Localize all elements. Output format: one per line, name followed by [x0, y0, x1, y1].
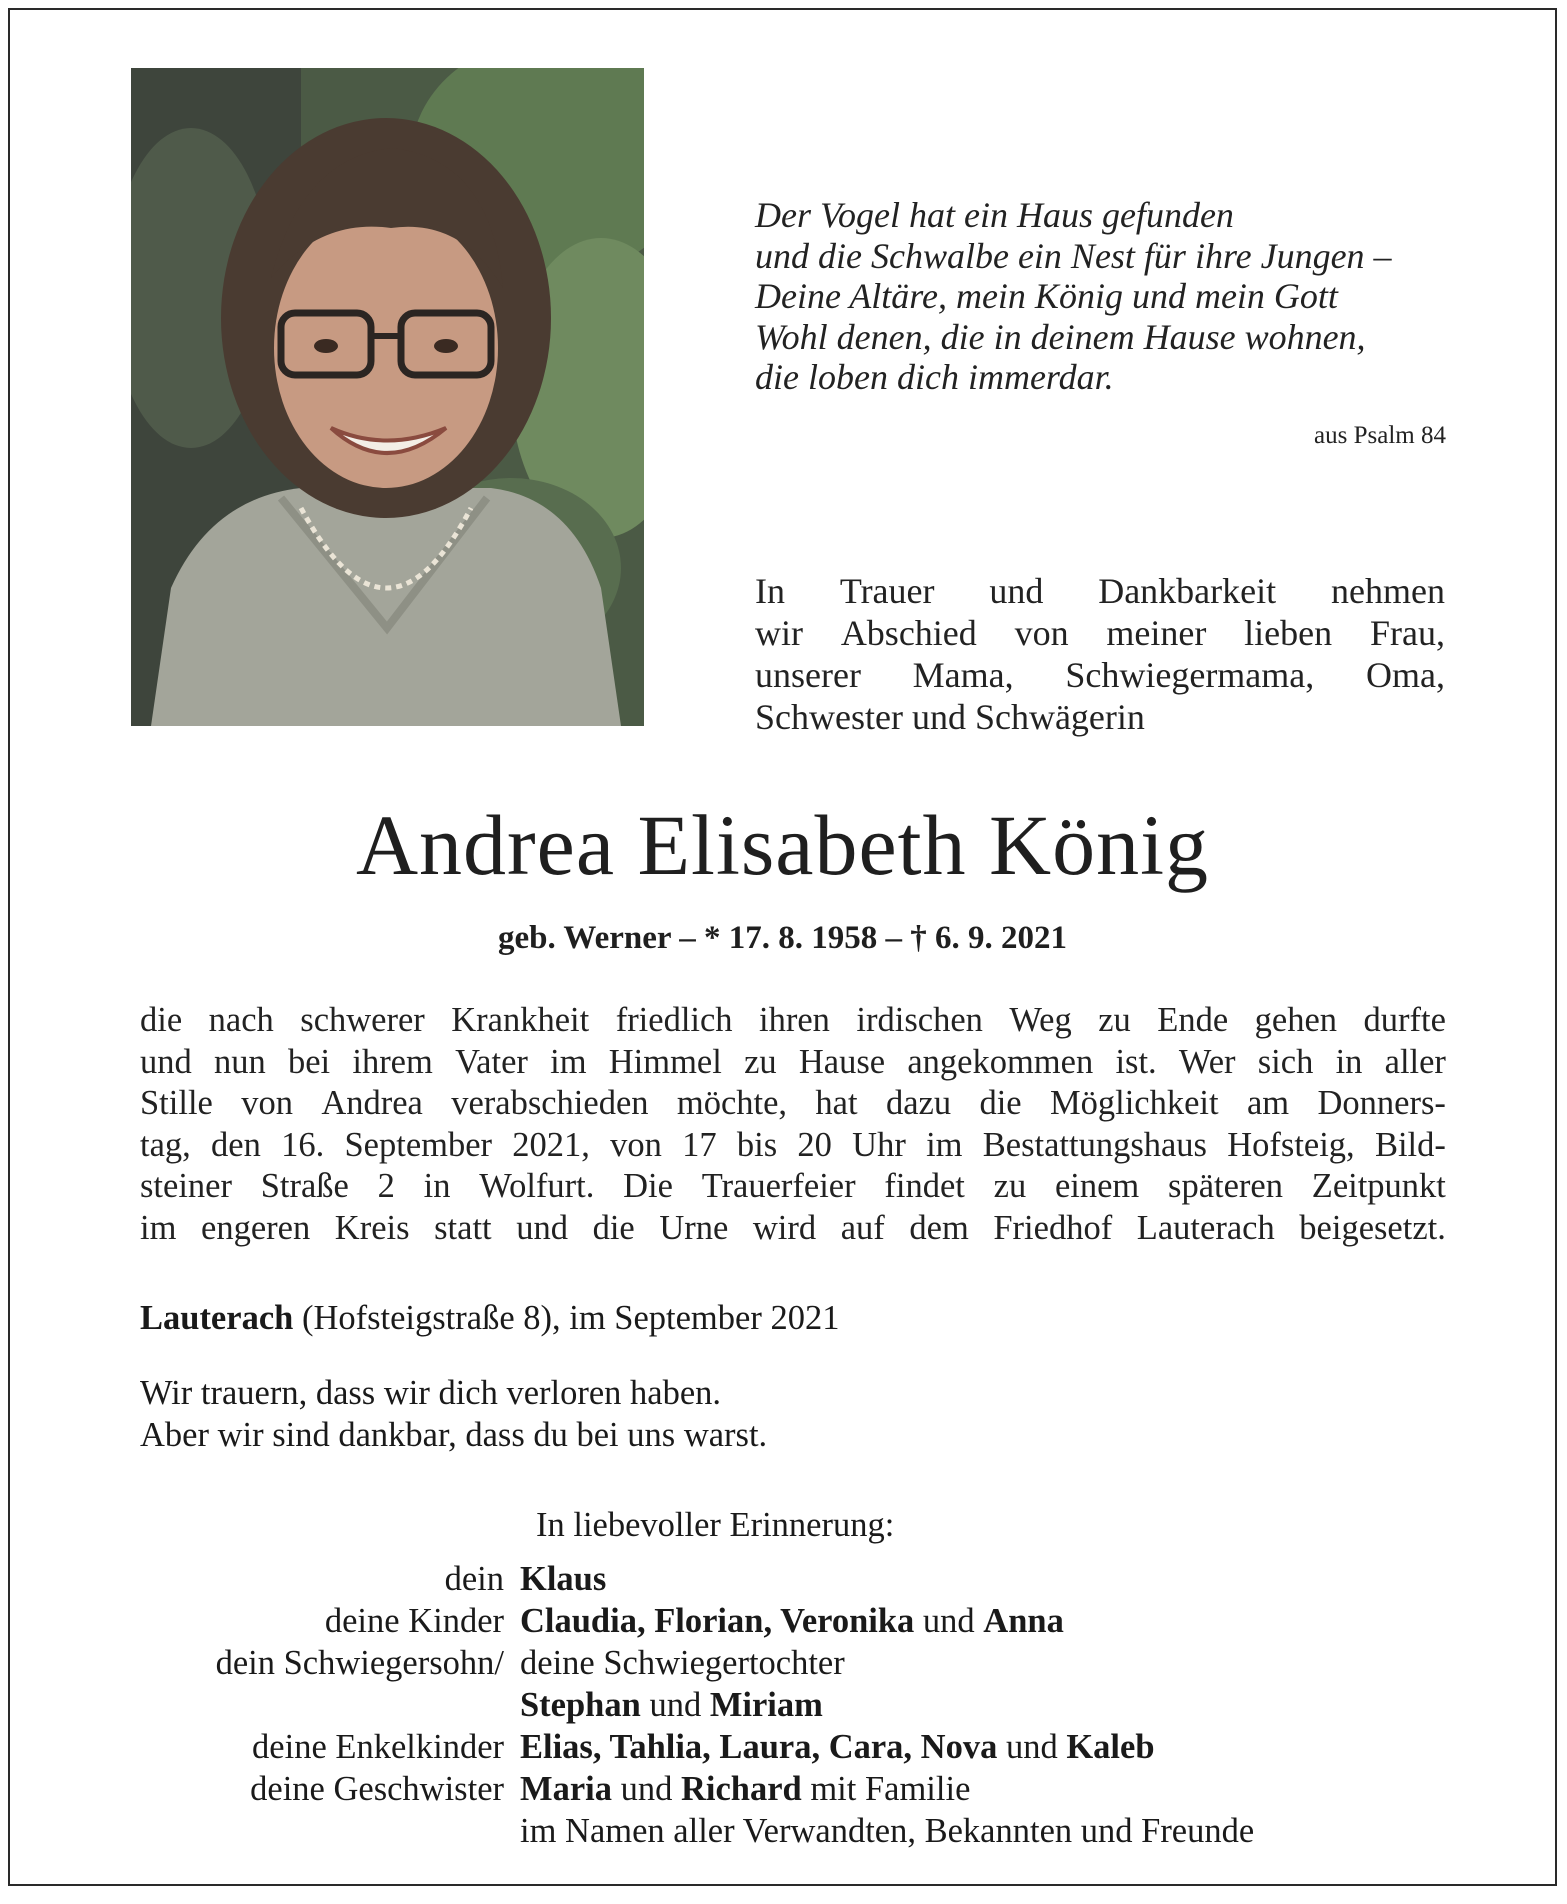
word: findet — [884, 1167, 965, 1205]
word: möchte, — [676, 1084, 788, 1122]
mourner-row — [120, 1768, 1460, 1810]
word: unserer — [755, 655, 861, 695]
place-town: Lauterach — [140, 1299, 294, 1337]
body-line — [140, 1125, 1446, 1167]
mourner-name: Anna — [983, 1602, 1064, 1640]
word: hat — [815, 1084, 858, 1122]
place-rest: (Hofsteigstraße 8), im September 2021 — [293, 1299, 840, 1337]
word: beigesetzt. — [1299, 1208, 1446, 1247]
obituary-notice — [8, 8, 1557, 1886]
word: Wer — [1178, 1042, 1236, 1081]
word: bis — [736, 1125, 778, 1164]
psalm-line: und die Schwalbe ein Nest für ihre Jungen – — [755, 235, 1392, 276]
word: nach — [208, 1001, 274, 1039]
mourner-connector: und — [997, 1728, 1067, 1766]
body-line — [140, 1000, 1446, 1042]
portrait-illustration — [131, 68, 644, 726]
word: Schwiegermama, — [1065, 655, 1315, 695]
word: wird — [752, 1208, 817, 1247]
word: Himmel — [608, 1042, 722, 1081]
word: Zeitpunkt — [1311, 1167, 1446, 1205]
intro-line — [755, 570, 1445, 612]
word: In — [755, 571, 785, 611]
mourner-relation: deine Kinder — [324, 1602, 504, 1640]
word: Bestattungshaus — [982, 1125, 1207, 1164]
farewell-line: Wir trauern, dass wir dich verloren haben. — [140, 1374, 722, 1412]
word: zu — [744, 1042, 777, 1081]
word: auf — [840, 1208, 885, 1247]
mourner-relation: dein Schwiegersohn/ — [215, 1644, 504, 1682]
word: späteren — [1168, 1167, 1283, 1205]
word: im — [926, 1125, 963, 1164]
mourner-name: Maria — [520, 1770, 612, 1808]
mourner-name: Kaleb — [1066, 1728, 1155, 1766]
mourner-name: Elias, Tahlia, Laura, Cara, Nova — [520, 1728, 998, 1766]
word: Kreis — [334, 1208, 410, 1247]
word: den — [211, 1125, 261, 1164]
intro-line — [755, 654, 1445, 696]
word: Dankbarkeit — [1098, 571, 1277, 611]
word: Hofsteig, — [1227, 1125, 1355, 1164]
word: Möglichkeit — [1049, 1084, 1219, 1122]
word: von — [610, 1125, 662, 1164]
word: sich — [1257, 1042, 1314, 1081]
mourner-name: Richard — [680, 1770, 802, 1808]
word: dazu — [885, 1084, 952, 1122]
word: September — [344, 1125, 493, 1164]
word: Die — [623, 1167, 673, 1205]
word: die — [140, 1001, 183, 1039]
mourner-row — [120, 1642, 1460, 1684]
psalm-line: die loben dich immerdar. — [755, 357, 1114, 397]
mourner-connector: und — [611, 1770, 681, 1808]
word: verabschieden — [451, 1084, 649, 1122]
word: Vater — [455, 1042, 528, 1081]
word: engeren — [201, 1208, 311, 1247]
word: Ende — [1157, 1001, 1229, 1039]
word: zu — [1098, 1001, 1131, 1039]
word: wir — [755, 613, 803, 653]
word: 17 — [682, 1125, 717, 1164]
word: Wolfurt. — [479, 1167, 595, 1205]
mourner-name: Stephan — [520, 1686, 641, 1724]
word: ihrem — [352, 1042, 433, 1081]
mourners-list — [120, 1558, 1460, 1852]
psalm-line: Deine Altäre, mein König und mein Gott — [755, 276, 1338, 316]
word: Trauer — [839, 571, 935, 611]
word: und — [140, 1042, 192, 1081]
word: 2 — [377, 1167, 395, 1205]
body-line — [140, 1083, 1446, 1125]
word: Urne — [659, 1208, 729, 1247]
word: Oma, — [1365, 655, 1445, 695]
word: in — [423, 1167, 451, 1205]
body-line — [140, 1166, 1446, 1208]
word: 16. — [281, 1125, 325, 1164]
word: Stille — [140, 1084, 213, 1122]
word: Mama, — [912, 655, 1014, 695]
mourner-relation: dein — [444, 1560, 504, 1598]
mourner-relation — [120, 1810, 520, 1852]
deceased-name: Andrea Elisabeth König — [355, 797, 1210, 893]
word: schwerer — [300, 1001, 425, 1039]
mourner-row — [120, 1600, 1460, 1642]
word: friedlich — [615, 1001, 733, 1039]
word: von — [1014, 613, 1069, 653]
word: Weg — [1009, 1001, 1072, 1039]
memory-heading: In liebevoller Erinnerung: — [536, 1506, 895, 1544]
word: Krankheit — [451, 1001, 590, 1039]
mourner-relation: deine Geschwister — [250, 1770, 504, 1808]
psalm-source: aus Psalm 84 — [1314, 422, 1446, 449]
word: nun — [213, 1042, 266, 1081]
mourner-suffix: mit Familie — [801, 1770, 971, 1808]
psalm-quote — [755, 195, 1445, 398]
word: von — [241, 1084, 293, 1122]
mourner-text: im Namen aller Verwandten, Bekannten und Freunde — [520, 1812, 1255, 1850]
word: in — [1335, 1042, 1363, 1081]
obituary-body — [140, 1000, 1446, 1249]
word: im — [140, 1208, 177, 1247]
word: Friedhof — [993, 1208, 1113, 1247]
word: dem — [909, 1208, 969, 1247]
word: ihren — [759, 1001, 830, 1039]
word: durfte — [1363, 1001, 1446, 1039]
word: die — [592, 1208, 635, 1247]
word: aller — [1384, 1042, 1446, 1081]
psalm-line: Wohl denen, die in deinem Hause wohnen, — [755, 316, 1366, 357]
intro-line — [755, 612, 1445, 654]
word: 20 — [797, 1125, 832, 1164]
word: zu — [993, 1167, 1027, 1205]
word: irdischen — [856, 1001, 983, 1039]
word: bei — [287, 1042, 331, 1081]
birth-name-and-dates: geb. Werner – * 17. 8. 1958 – † 6. 9. 2021 — [498, 920, 1067, 956]
word: im — [550, 1042, 587, 1081]
word: Straße — [260, 1167, 349, 1205]
word: ist. — [1115, 1042, 1157, 1081]
word: einem — [1054, 1167, 1140, 1205]
word: am — [1246, 1084, 1290, 1122]
mourner-connector: und — [914, 1602, 984, 1640]
word: Donners- — [1317, 1084, 1446, 1122]
word: die — [979, 1084, 1022, 1122]
word: Trauerfeier — [701, 1167, 856, 1205]
mourner-row — [120, 1810, 1460, 1852]
mourner-name: Klaus — [520, 1560, 607, 1598]
place-and-date — [140, 1297, 1140, 1339]
mourner-relation: deine Enkelkinder — [252, 1728, 504, 1766]
word: Uhr — [852, 1125, 906, 1164]
word: nehmen — [1330, 571, 1445, 611]
word: Bild- — [1374, 1125, 1446, 1164]
word: lieben — [1244, 613, 1333, 653]
mourner-row — [120, 1726, 1460, 1768]
word: tag, — [140, 1125, 191, 1164]
mourner-row — [120, 1558, 1460, 1600]
portrait-photo — [131, 68, 644, 726]
word: Lauterach — [1136, 1208, 1275, 1247]
word: Abschied — [840, 613, 977, 653]
word: steiner — [140, 1167, 232, 1205]
mourner-row — [120, 1684, 1460, 1726]
word: statt — [434, 1208, 492, 1247]
farewell-line: Aber wir sind dankbar, dass du bei uns warst. — [140, 1416, 768, 1454]
body-line — [140, 1042, 1446, 1084]
word: 2021, — [512, 1125, 590, 1164]
mourner-relation — [120, 1684, 520, 1726]
psalm-line: Der Vogel hat ein Haus gefunden — [755, 195, 1234, 235]
word: angekommen — [907, 1042, 1094, 1081]
mourner-name: Claudia, Florian, Veronika — [520, 1602, 915, 1640]
word: Frau, — [1369, 613, 1445, 653]
word: gehen — [1254, 1001, 1338, 1039]
word: und — [989, 571, 1044, 611]
body-line — [140, 1208, 1446, 1250]
word: Hause — [798, 1042, 886, 1081]
intro-line: Schwester und Schwägerin — [755, 697, 1145, 737]
mourner-text: deine Schwiegertochter — [520, 1644, 845, 1682]
word: meiner — [1106, 613, 1207, 653]
mourner-name: Miriam — [709, 1686, 823, 1724]
mourner-connector: und — [640, 1686, 710, 1724]
farewell-text — [140, 1372, 1140, 1456]
word: Andrea — [321, 1084, 423, 1122]
word: und — [516, 1208, 568, 1247]
intro-text — [755, 570, 1445, 738]
